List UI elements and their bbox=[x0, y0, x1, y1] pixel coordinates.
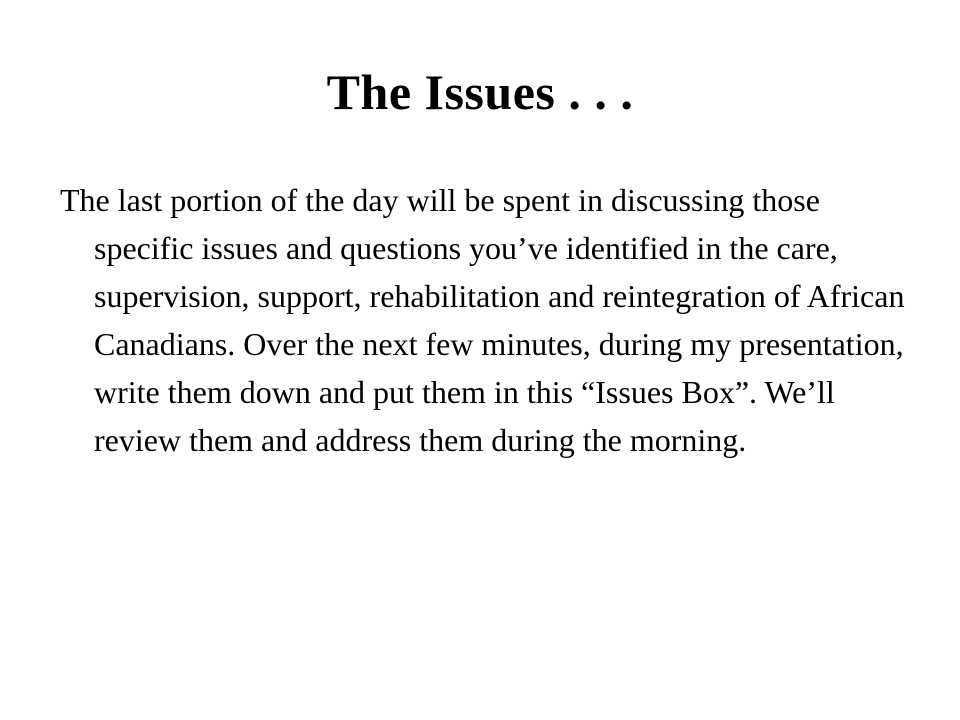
slide-body-text: The last portion of the day will be spent in discussing those specific issues and questions you’ve identified in the care, supervision, support, rehabilitation and reintegration of African Canadians. Over the next few minutes, during my presentation, write them down and put them in this “Issues Box”. We’ll review them and address them during the morning. bbox=[60, 182, 905, 458]
slide-title: The Issues . . . bbox=[326, 64, 634, 120]
